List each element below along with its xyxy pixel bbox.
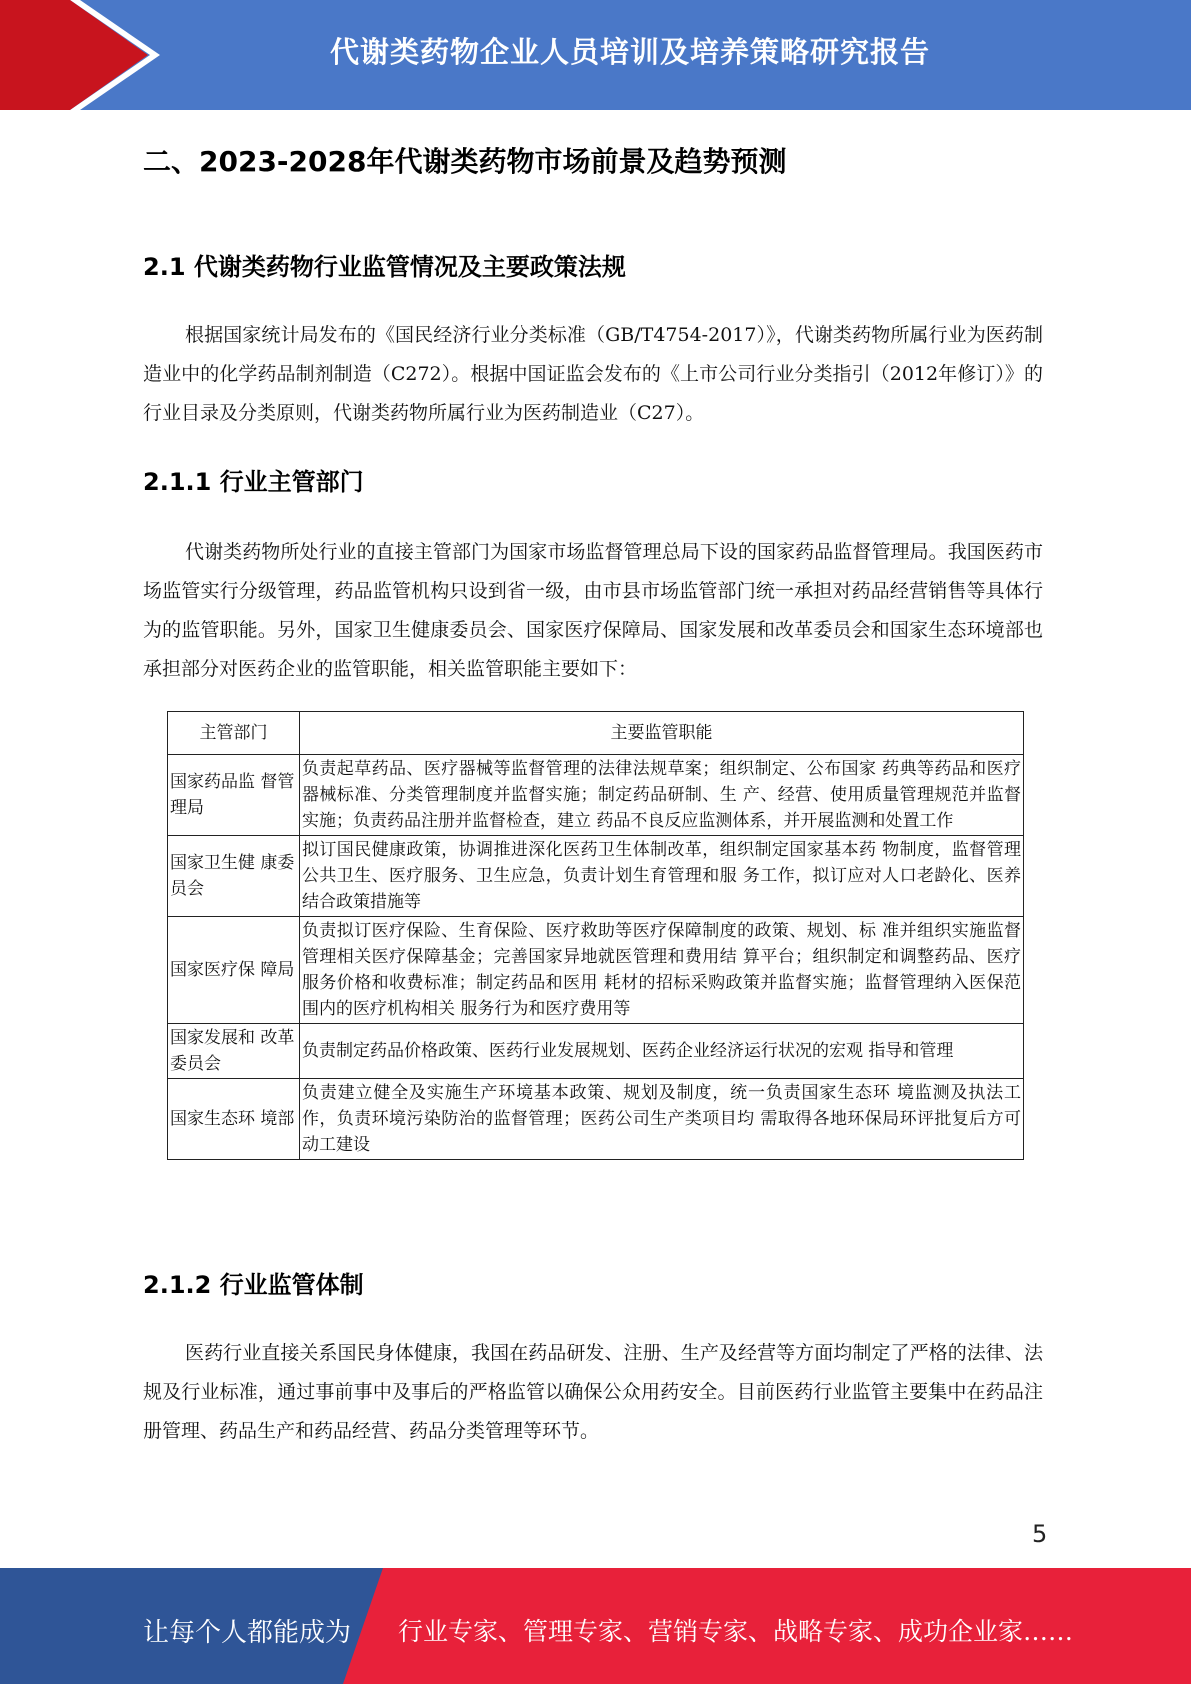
table-cell-dept: 国家发展和 改革委员会 bbox=[168, 1024, 300, 1079]
footer-banner bbox=[0, 1568, 1191, 1684]
heading-2-1-1: 2.1.1 行业主管部门 bbox=[143, 468, 364, 496]
regulation-table bbox=[167, 711, 1024, 1160]
column-header-dept: 主管部门 bbox=[168, 712, 300, 755]
table-cell-duty: 负责建立健全及实施生产环境基本政策、规划及制度，统一负责国家生态环 境监测及执法工作，负责环境污染防治的监督管理；医药公司生产类项目均 需取得各地环保局环评批复后方可动工建设 bbox=[300, 1079, 1024, 1160]
footer-slogan-left: 让每个人都能成为 bbox=[143, 1618, 352, 1648]
table-cell-duty: 负责起草药品、医疗器械等监督管理的法律法规草案；组织制定、公布国家 药典等药品和医疗器械标准、分类管理制度并监督实施；制定药品研制、生 产、经营、使用质量管理规范并监督实施；负责药品注册并监督检查，建立 药品不良反应监测体系，并开展监测和处置工作 bbox=[300, 755, 1024, 836]
page-number: 5 bbox=[1032, 1520, 1048, 1548]
header-title: 代谢类药物企业人员培训及培养策略研究报告 bbox=[329, 35, 930, 69]
table-row bbox=[168, 1079, 1024, 1160]
paragraph-2-1-2: 医药行业直接关系国民身体健康，我国在药品研发、注册、生产及经营等方面均制定了严格的法律、法规及行业标准，通过事前事中及事后的严格监管以确保公众用药安全。目前医药行业监管主要集中在药品注册管理、药品生产和药品经营、药品分类管理等环节。 bbox=[143, 1342, 1043, 1442]
footer-slogan-right: 行业专家、管理专家、营销专家、战略专家、成功企业家…… bbox=[398, 1617, 1074, 1646]
table-cell-duty: 负责拟订医疗保险、生育保险、医疗救助等医疗保障制度的政策、规划、标 准并组织实施监督管理相关医疗保障基金；完善国家异地就医管理和费用结 算平台；组织制定和调整药品、医疗服务价格和收费标准；制定药品和医用 耗材的招标采购政策并监督实施；监督管理纳入医保范围内的医疗机构相关 服务行为和医疗费用等 bbox=[300, 917, 1024, 1024]
table-row bbox=[168, 917, 1024, 1024]
table-cell-duty: 负责制定药品价格政策、医药行业发展规划、医药企业经济运行状况的宏观 指导和管理 bbox=[300, 1024, 1024, 1079]
heading-2-1: 2.1 代谢类药物行业监管情况及主要政策法规 bbox=[143, 253, 626, 281]
header-banner bbox=[0, 0, 1191, 110]
table-row bbox=[168, 836, 1024, 917]
table-cell-dept: 国家医疗保 障局 bbox=[168, 917, 300, 1024]
table-cell-dept: 国家生态环 境部 bbox=[168, 1079, 300, 1160]
paragraph-2-1: 根据国家统计局发布的《国民经济行业分类标准（GB/T4754-2017）》，代谢类药物所属行业为医药制造业中的化学药品制剂制造（C272）。根据中国证监会发布的《上市公司行业分类指引（2012年修订）》的行业目录及分类原则，代谢类药物所属行业为医药制造业（C27）。 bbox=[143, 324, 1043, 424]
table-row bbox=[168, 755, 1024, 836]
table-cell-dept: 国家卫生健 康委员会 bbox=[168, 836, 300, 917]
heading-2-1-2: 2.1.2 行业监管体制 bbox=[143, 1271, 364, 1299]
section-title: 二、2023-2028年代谢类药物市场前景及趋势预测 bbox=[143, 145, 787, 178]
table-cell-dept: 国家药品监 督管理局 bbox=[168, 755, 300, 836]
paragraph-2-1-1: 代谢类药物所处行业的直接主管部门为国家市场监督管理总局下设的国家药品监督管理局。我国医药市场监管实行分级管理，药品监管机构只设到省一级，由市县市场监管部门统一承担对药品经营销售等具体行为的监管职能。另外，国家卫生健康委员会、国家医疗保障局、国家发展和改革委员会和国家生态环境部也承担部分对医药企业的监管职能，相关监管职能主要如下： bbox=[143, 541, 1043, 680]
table-cell-duty: 拟订国民健康政策，协调推进深化医药卫生体制改革，组织制定国家基本药 物制度，监督管理公共卫生、医疗服务、卫生应急，负责计划生育管理和服 务工作，拟订应对人口老龄化、医养结合政策措施等 bbox=[300, 836, 1024, 917]
table-row bbox=[168, 1024, 1024, 1079]
table-header-row bbox=[168, 712, 1024, 755]
column-header-duty: 主要监管职能 bbox=[300, 712, 1024, 755]
